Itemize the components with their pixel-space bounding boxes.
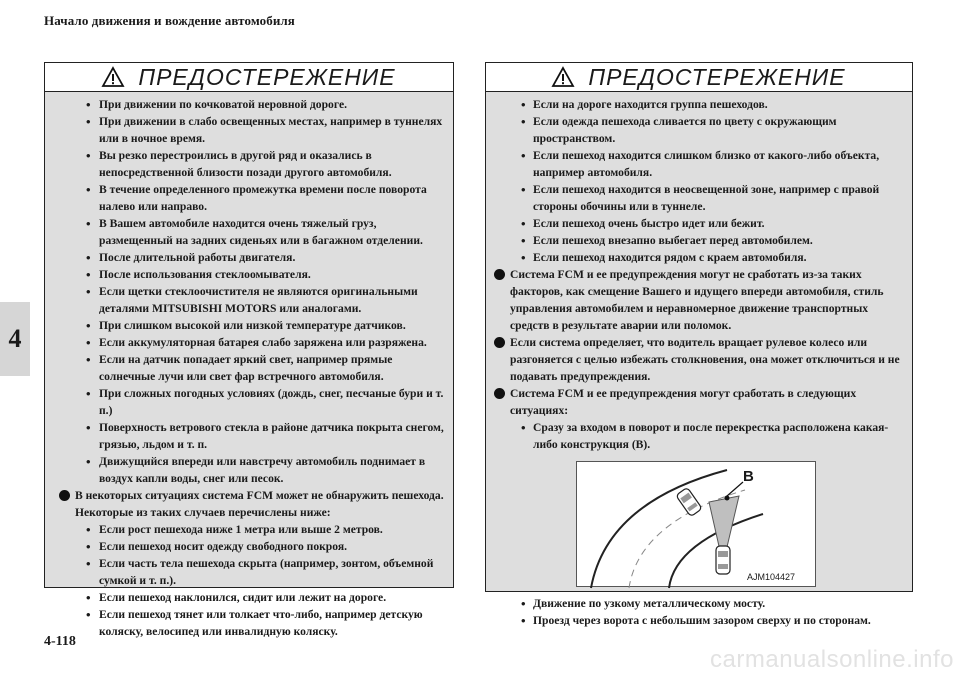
note-paragraph <box>488 266 906 334</box>
list-item: • Если одежда пешехода сливается по цвету с окружающим пространством. <box>488 113 906 147</box>
list-item: • Проезд через ворота с небольшим зазором сверху и по сторонам. <box>488 612 906 629</box>
list-item: • Если щетки стеклоочистителя не являются оригинальными деталями MITSUBISHI MOTORS или аналогами. <box>53 283 447 317</box>
warning-title: ПРЕДОСТЕРЕЖЕНИЕ <box>138 63 396 90</box>
warning-triangle-icon <box>102 67 124 87</box>
warning-box-right <box>485 62 913 627</box>
chapter-tab <box>0 302 30 376</box>
list-item: • Если рост пешехода ниже 1 метра или выше 2 метров. <box>53 521 447 538</box>
warning-box-left <box>44 62 454 638</box>
road-curve-illustration <box>577 462 817 588</box>
note-text: Система FCM и ее предупреждения могут не сработать из-за таких факторов, как смещение Вашего и идущего впереди автомобиля, стиль управления автомобилем и неравномерное движение транспортных средств в результате аварии или поломок. <box>510 268 884 332</box>
list-item: • Если часть тела пешехода скрыта (например, зонтом, объемной сумкой и т. п.). <box>53 555 447 589</box>
list-item: • Если пешеход наклонился, сидит или лежит на дороге. <box>53 589 447 606</box>
bullet-dot-icon <box>59 490 70 501</box>
list-item: • Движущийся впереди или навстречу автомобиль поднимает в воздух капли воды, снег или песок. <box>53 453 447 487</box>
warning-content <box>45 92 453 640</box>
list-item: • Если пешеход находится рядом с краем автомобиля. <box>488 249 906 266</box>
list-item: • При движении по кочковатой неровной дороге. <box>53 96 447 113</box>
list-item: • После длительной работы двигателя. <box>53 249 447 266</box>
note-paragraph <box>488 334 906 385</box>
list-item: • Если пешеход носит одежду свободного покроя. <box>53 538 447 555</box>
warning-content <box>486 92 912 629</box>
warning-header <box>486 63 912 92</box>
bullet-dot-icon <box>494 337 505 348</box>
list-item: • Если пешеход внезапно выбегает перед автомобилем. <box>488 232 906 249</box>
list-item: • При слишком высокой или низкой температуре датчиков. <box>53 317 447 334</box>
list-item: • Если на датчик попадает яркий свет, например прямые солнечные лучи или свет фар встречного автомобиля. <box>53 351 447 385</box>
figure-illustration <box>576 461 816 587</box>
note-text: В некоторых ситуациях система FCM может не обнаружить пешехода. Некоторые из таких случаев перечислены ниже: <box>75 489 444 519</box>
list-item: • Поверхность ветрового стекла в районе датчика покрыта снегом, грязью, льдом и т. п. <box>53 419 447 453</box>
figure-label: AJM104427 <box>747 572 796 582</box>
list-item: • Если пешеход находится слишком близко от какого-либо объекта, например автомобиля. <box>488 147 906 181</box>
warning-triangle-icon <box>552 67 574 87</box>
list-item: • Если пешеход очень быстро идет или бежит. <box>488 215 906 232</box>
watermark: carmanualsonline.info <box>710 646 954 673</box>
warning-header <box>45 63 453 92</box>
list-item: • Вы резко перестроились в другой ряд и оказались в непосредственной близости позади другого автомобиля. <box>53 147 447 181</box>
list-item: • Движение по узкому металлическому мосту. <box>488 595 906 612</box>
note-text: Система FCM и ее предупреждения могут сработать в следующих ситуациях: <box>510 387 857 417</box>
list-item: • Если пешеход находится в неосвещенной зоне, например с правой стороны обочины или в туннеле. <box>488 181 906 215</box>
list-item: • Если пешеход тянет или толкает что-либо, например детскую коляску, велосипед или инвалидную коляску. <box>53 606 447 640</box>
note-paragraph <box>53 487 447 521</box>
bullet-dot-icon <box>494 269 505 280</box>
list-item: • Если на дороге находится группа пешеходов. <box>488 96 906 113</box>
list-item: • При сложных погодных условиях (дождь, снег, песчаные бури и т. п.) <box>53 385 447 419</box>
list-item: • В Вашем автомобиле находится очень тяжелый груз, размещенный на задних сиденьях или в багажном отделении. <box>53 215 447 249</box>
page-number: 4-118 <box>44 634 76 649</box>
chapter-number: 4 <box>8 324 22 353</box>
list-item: • При движении в слабо освещенных местах, например в туннелях или в ночное время. <box>53 113 447 147</box>
note-text: Если система определяет, что водитель вращает рулевое колесо или разгоняется с целью избежать столкновения, она может отключиться и не подавать предупреждения. <box>510 336 900 383</box>
list-item: • В течение определенного промежутка времени после поворота налево или направо. <box>53 181 447 215</box>
page-header: Начало движения и вождение автомобиля <box>44 13 295 28</box>
bullet-dot-icon <box>494 388 505 399</box>
note-paragraph <box>488 385 906 419</box>
warning-title: ПРЕДОСТЕРЕЖЕНИЕ <box>588 63 846 90</box>
figure-marker: B <box>743 468 754 485</box>
list-item: • После использования стеклоомывателя. <box>53 266 447 283</box>
list-item: • Если аккумуляторная батарея слабо заряжена или разряжена. <box>53 334 447 351</box>
list-item: • Сразу за входом в поворот и после перекрестка расположена какая-либо конструкция (B). <box>488 419 906 453</box>
